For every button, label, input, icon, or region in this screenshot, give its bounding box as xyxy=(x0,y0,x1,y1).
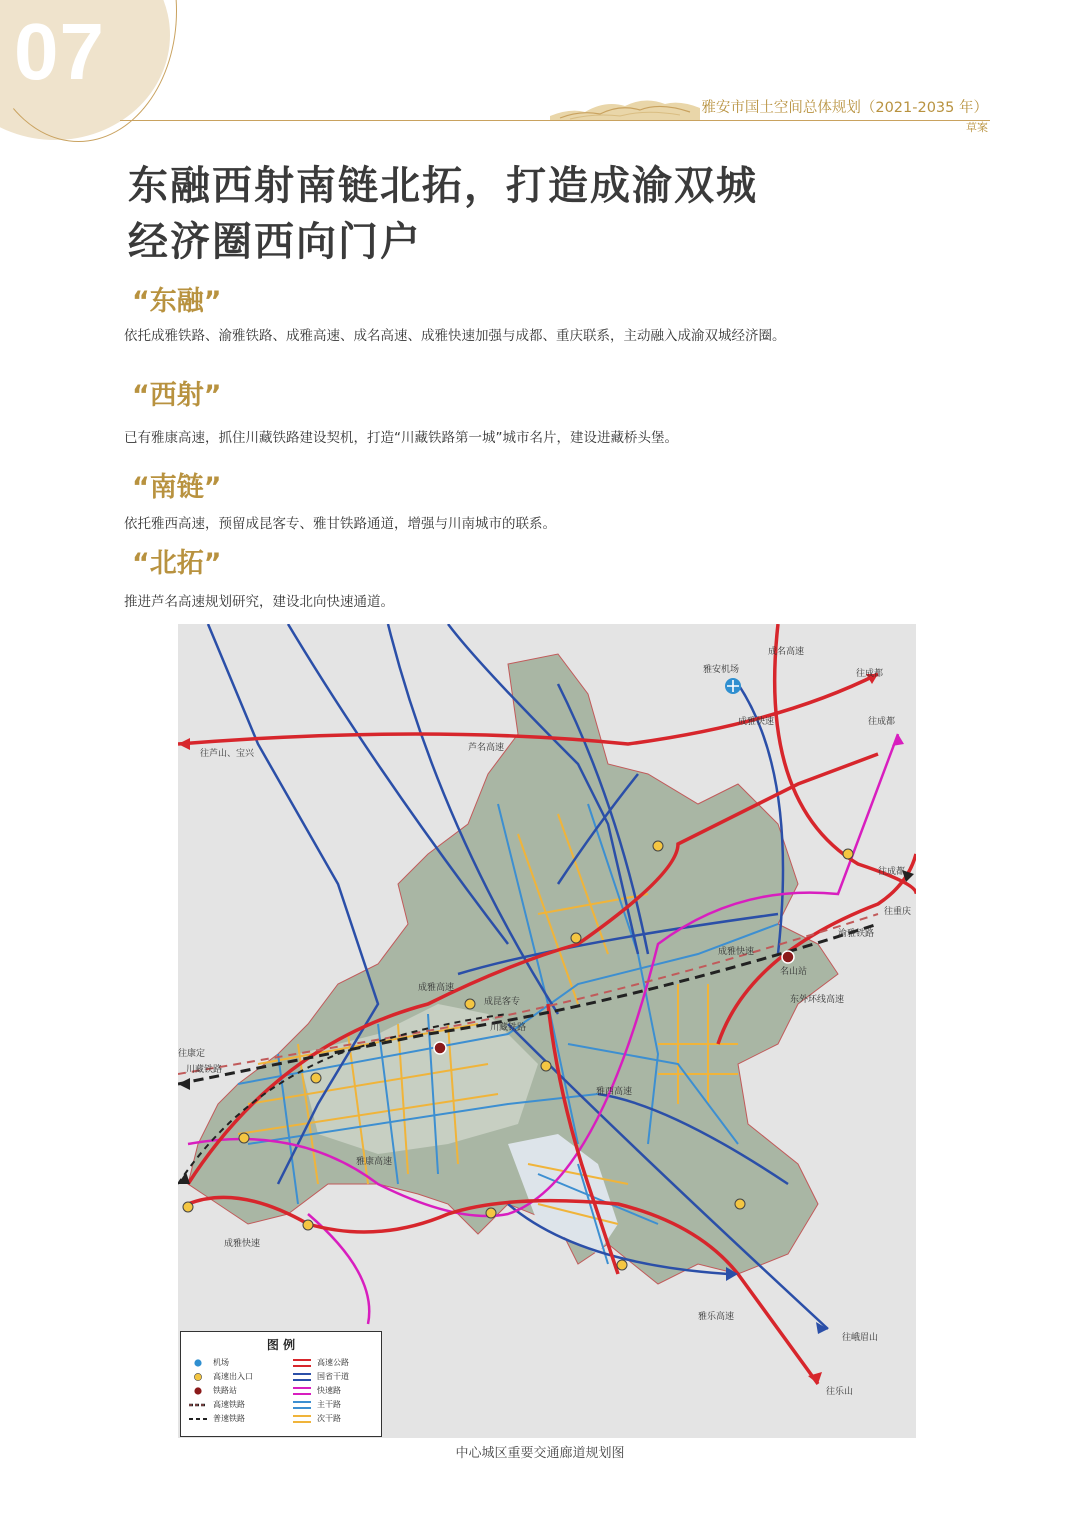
label-cheng-ya-express-south: 成雅快速 xyxy=(738,717,775,727)
legend-title: 图 例 xyxy=(266,1338,296,1352)
label-yu-ya-railway: 渝雅铁路 xyxy=(838,929,875,939)
label-ya-le-expressway: 雅乐高速 xyxy=(698,1312,735,1322)
label-to-chongqing: 往重庆 xyxy=(884,907,912,917)
label-to-lushan: 往芦山、宝兴 xyxy=(200,749,255,759)
label-cheng-kun-passenger: 成昆客专 xyxy=(484,997,521,1007)
page-title-line-2: 经济圈西向门户 xyxy=(128,219,422,265)
header-divider xyxy=(120,120,990,121)
label-lu-ming-expressway: 芦名高速 xyxy=(468,743,505,753)
interchange-icon xyxy=(189,1373,207,1381)
conventional-rail-line xyxy=(189,1415,207,1423)
document-status: 草案 xyxy=(966,121,988,134)
railway-station-icon xyxy=(189,1387,207,1395)
section-body-east: 依托成雅铁路、渝雅铁路、成雅高速、成名高速、成雅快速加强与成都、重庆联系，主动融入成渝双城经济圈。 xyxy=(124,328,786,344)
high-speed-rail-line xyxy=(189,1401,207,1409)
label-ming-shan-station: 名山站 xyxy=(780,967,808,977)
label-to-chengdu-1: 往成都 xyxy=(856,669,884,679)
label-to-chengdu-2: 往成都 xyxy=(868,717,896,727)
label-cheng-ming-expressway: 成名高速 xyxy=(768,647,805,657)
label-to-chengdu-3: 往成都 xyxy=(878,867,906,877)
section-heading-north: “北拓” xyxy=(132,548,222,579)
mountain-logo-icon xyxy=(550,94,700,120)
transport-corridor-map xyxy=(178,624,916,1438)
page-title xyxy=(128,158,948,270)
page-title-line-1: 东融西射南链北拓，打造成渝双城 xyxy=(128,163,758,209)
chapter-number: 07 xyxy=(14,7,105,96)
document-title: 雅安市国土空间总体规划（2021-2035 年） xyxy=(701,100,988,116)
label-chuan-zang-railway: 川藏铁路 xyxy=(490,1023,527,1033)
section-body-west: 已有雅康高速，抓住川藏铁路建设契机，打造“川藏铁路第一城”城市名片，建设进藏桥头堡。 xyxy=(124,430,678,446)
section-body-north: 推进芦名高速规划研究，建设北向快速通道。 xyxy=(124,594,394,610)
label-airport: 雅安机场 xyxy=(703,665,740,675)
label-to-leshan: 往乐山 xyxy=(826,1387,854,1397)
label-ya-kang-expressway: 雅康高速 xyxy=(356,1157,393,1167)
label-to-emeishan: 往峨眉山 xyxy=(842,1333,879,1343)
map-caption: 中心城区重要交通廊道规划图 xyxy=(455,1446,625,1461)
label-chuan-zang-railway-2: 川藏铁路 xyxy=(186,1065,223,1075)
map-canvas xyxy=(178,624,916,1438)
label-ya-xi-expressway: 雅西高速 xyxy=(596,1087,633,1097)
label-cheng-ya-express-road-2: 成雅快速 xyxy=(224,1239,261,1249)
airport-icon xyxy=(189,1359,207,1367)
label-east-ring-expressway: 东外环线高速 xyxy=(790,995,845,1005)
section-heading-east: “东融” xyxy=(132,286,222,317)
section-heading-south: “南链” xyxy=(132,472,222,503)
section-body-south: 依托雅西高速，预留成昆客专、雅甘铁路通道，增强与川南城市的联系。 xyxy=(124,516,556,532)
section-heading-west: “西射” xyxy=(132,380,222,411)
map-legend: 图 例 机场 高速出入口 铁路站 高速铁路 普速铁路 高速公路 国省干道 快速路 主干路 次干路 xyxy=(180,1331,382,1437)
label-cheng-ya-express-road: 成雅快速 xyxy=(718,947,755,957)
label-to-kangding: 往康定 xyxy=(178,1049,206,1059)
label-cheng-ya-expressway: 成雅高速 xyxy=(418,983,455,993)
